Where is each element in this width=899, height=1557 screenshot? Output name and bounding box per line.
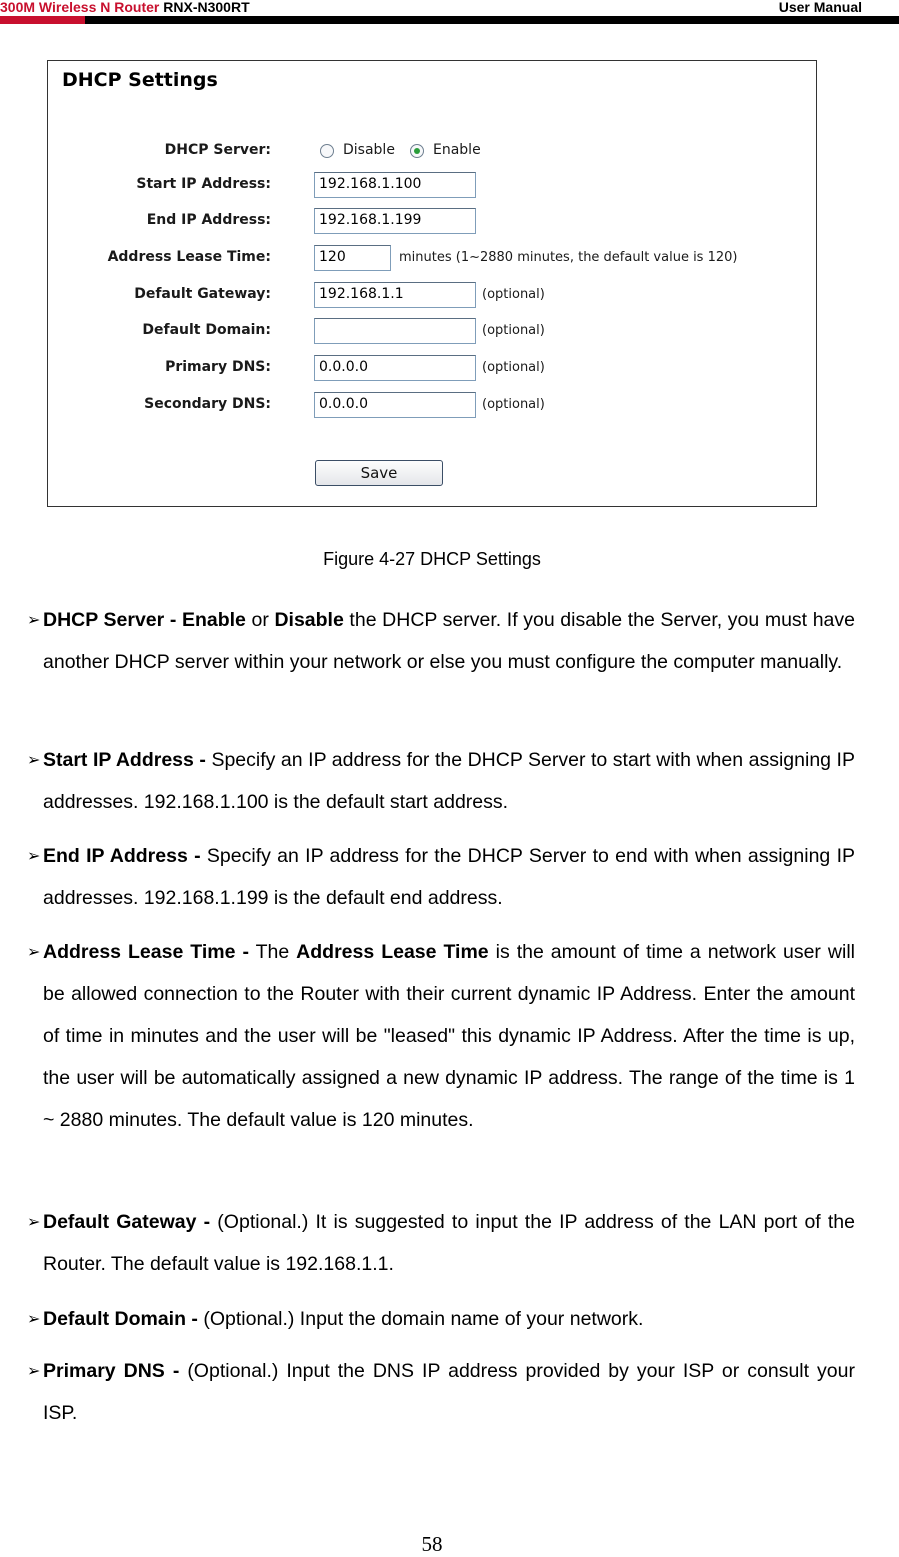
domain-row: [48, 318, 816, 344]
item-start-ip: [43, 739, 855, 823]
start-ip-label: Start IP Address:: [136, 176, 271, 192]
item-term: Primary DNS -: [43, 1360, 180, 1382]
end-ip-input[interactable]: 192.168.1.199: [314, 208, 476, 234]
item-term: Disable: [274, 609, 344, 631]
item-text: (Optional.) It is suggested to input the IP address of the LAN port of the Router. The default value is 192.168.1.1.: [43, 1211, 855, 1275]
bullet-icon: ➢: [27, 612, 41, 629]
secondary-dns-row: [48, 392, 816, 418]
item-text: The: [248, 941, 297, 963]
item-text: (Optional.) Input the DNS IP address provided by your ISP or consult your ISP.: [43, 1360, 855, 1424]
primary-dns-input[interactable]: 0.0.0.0: [314, 355, 476, 381]
figure-title: DHCP Settings: [62, 69, 218, 91]
item-term: Default Gateway -: [43, 1211, 211, 1233]
bullet-icon: ➢: [27, 1311, 41, 1328]
header-doc-type: User Manual: [778, 0, 862, 15]
secondary-dns-optional-note: (optional): [482, 397, 545, 412]
item-term: Address Lease Time: [296, 941, 489, 963]
enable-radio-label: Enable: [433, 142, 481, 158]
end-ip-label: End IP Address:: [146, 212, 271, 228]
item-term: Address Lease Time -: [43, 941, 249, 963]
item-term: Default Domain -: [43, 1308, 198, 1330]
primary-dns-row: [48, 355, 816, 381]
save-button[interactable]: Save: [315, 460, 443, 486]
item-domain: [43, 1298, 855, 1340]
bullet-icon: ➢: [27, 944, 41, 961]
item-lease-time: [43, 931, 855, 1141]
item-end-ip: [43, 835, 855, 919]
domain-optional-note: (optional): [482, 323, 545, 338]
lease-time-row: [48, 245, 816, 271]
lease-time-label: Address Lease Time:: [107, 249, 271, 265]
domain-label: Default Domain:: [142, 322, 271, 338]
item-text: the DHCP server. If you disable the Server, you must have another DHCP server within your network or else you must configure the computer manually.: [43, 609, 855, 673]
dhcp-server-label: DHCP Server:: [164, 142, 271, 158]
start-ip-input[interactable]: 192.168.1.100: [314, 172, 476, 198]
dhcp-server-row: [48, 138, 816, 164]
item-text: (Optional.) Input the domain name of your network.: [197, 1308, 644, 1330]
figure-caption: Figure 4-27 DHCP Settings: [323, 549, 541, 569]
gateway-optional-note: (optional): [482, 287, 545, 302]
item-gateway: [43, 1201, 855, 1285]
primary-dns-label: Primary DNS:: [165, 359, 271, 375]
secondary-dns-input[interactable]: 0.0.0.0: [314, 392, 476, 418]
secondary-dns-label: Secondary DNS:: [144, 396, 271, 412]
item-term: End IP Address -: [43, 845, 201, 867]
gateway-row: [48, 282, 816, 308]
bullet-icon: ➢: [27, 848, 41, 865]
end-ip-row: [48, 208, 816, 234]
bullet-icon: ➢: [27, 1363, 41, 1380]
disable-radio[interactable]: [320, 144, 334, 158]
bullet-icon: ➢: [27, 752, 41, 769]
header-rule-black: [85, 16, 899, 24]
gateway-label: Default Gateway:: [134, 286, 271, 302]
item-text: is the amount of time a network user will be allowed connection to the Router with their current dynamic IP Address. Enter the amount of time in minutes and the user will be "leased" this dynamic IP Address. After the time is up, the user will be automatically assigned a new dynamic IP address. The range of the time is 1 ~ 2880 minutes. The default value is 120 minutes.: [43, 941, 855, 1131]
item-dhcp-server: [43, 599, 855, 683]
gateway-input[interactable]: 192.168.1.1: [314, 282, 476, 308]
header-brand: 300M Wireless N Router: [0, 0, 160, 15]
start-ip-row: [48, 172, 816, 198]
item-primary-dns: [43, 1350, 855, 1434]
bullet-icon: ➢: [27, 1214, 41, 1231]
item-text: or: [245, 609, 275, 631]
item-term: Start IP Address -: [43, 749, 206, 771]
dhcp-settings-figure: [47, 60, 817, 507]
header-rule-red: [0, 16, 85, 24]
item-term: DHCP Server - Enable: [43, 609, 246, 631]
page-number: 58: [421, 1532, 443, 1556]
item-text: Specify an IP address for the DHCP Server to end with when assigning IP addresses. 192.168.1.199 is the default end address.: [43, 845, 855, 909]
item-text: Specify an IP address for the DHCP Server to start with when assigning IP addresses. 192.168.1.100 is the default start address.: [43, 749, 855, 813]
domain-input[interactable]: [314, 318, 476, 344]
header-model: RNX-N300RT: [163, 0, 250, 15]
lease-time-input[interactable]: 120: [314, 245, 391, 271]
primary-dns-optional-note: (optional): [482, 360, 545, 375]
disable-radio-label: Disable: [343, 142, 395, 158]
enable-radio[interactable]: [410, 144, 424, 158]
page-header: [0, 0, 899, 24]
lease-time-note: minutes (1~2880 minutes, the default value is 120): [399, 250, 738, 265]
header-product: [0, 0, 250, 15]
